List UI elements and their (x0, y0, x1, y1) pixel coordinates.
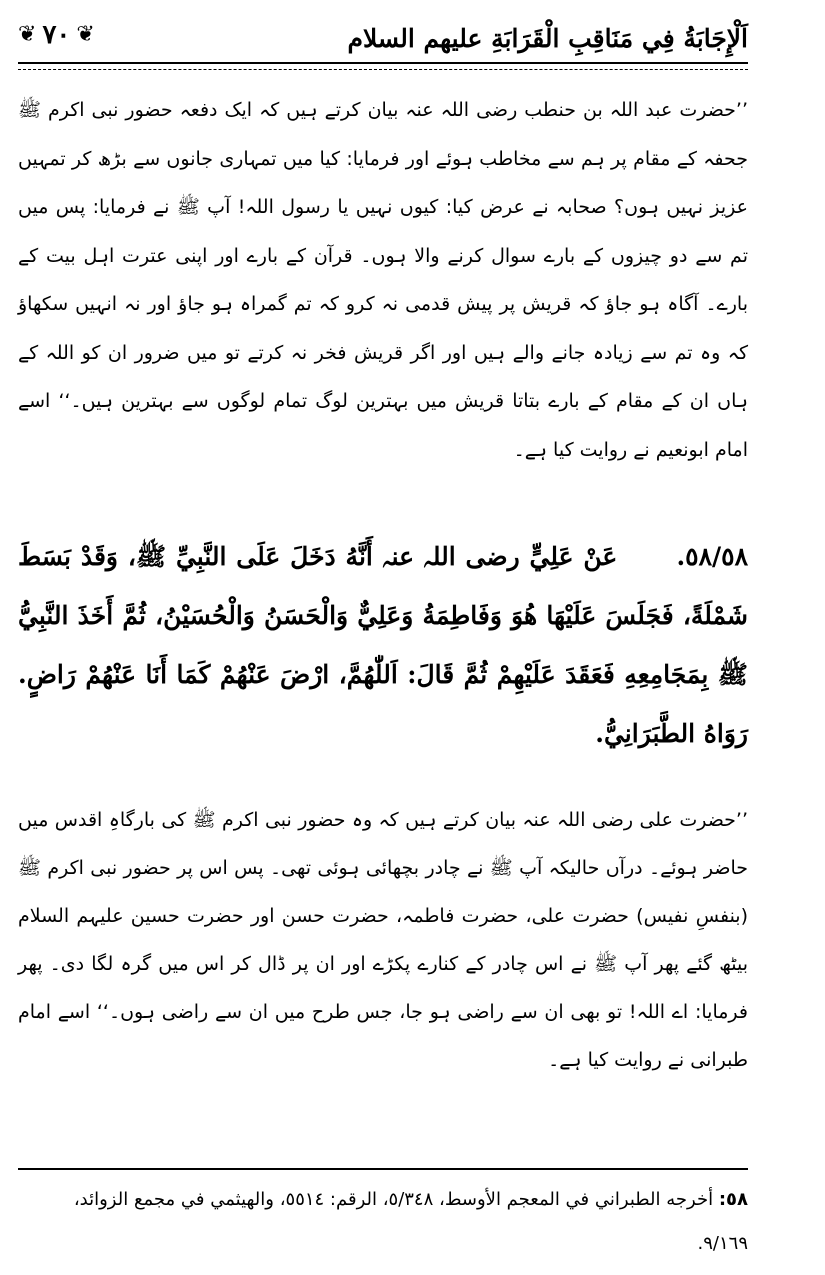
hadith-text: عَنْ عَلِيٍّ رضی اللہ عنہ أَنَّهُ دَخَلَ عَلَى النَّبِيِّ ﷺ، وَقَدْ بَسَطَ شَمْلَةً، فَجَلَسَ عَلَيْهَا هُوَ وَفَاطِمَةُ وَعَلِيٌّ وَالْحَسَنُ وَالْحُسَيْنُ، ثُمَّ أَخَذَ النَّبِيُّ ﷺ بِمَجَامِعِهِ فَعَقَدَ عَلَيْهِمْ ثُمَّ قَالَ: اَللّٰهُمَّ، ارْضَ عَنْهُمْ كَمَا أَنَا عَنْهُمْ رَاضٍ. رَوَاهُ الطَّبَرَانِيُّ. (18, 542, 748, 748)
page-number-box (18, 20, 95, 50)
footnote-divider (18, 1168, 748, 1170)
book-title: اَلْإِجَابَةُ فِي مَنَاقِبِ الْقَرَابَةِ علیهم السلام (347, 24, 748, 53)
arabic-hadith (18, 527, 748, 763)
urdu-translation-1: ’’حضرت عبد اللہ بن حنطب رضی اللہ عنہ بیان کرتے ہیں کہ ایک دفعہ حضور نبی اکرم ﷺ جحفہ کے مقام پر ہم سے مخاطب ہوئے اور فرمایا: کیا میں تمہاری جانوں سے بڑھ کر تمہیں عزیز نہیں ہوں؟ صحابہ نے عرض کیا: کیوں نہیں یا رسول اللہ! آپ ﷺ نے فرمایا: پس میں تم سے دو چیزوں کے بارے سوال کرنے والا ہوں۔ قرآن کے بارے اور اپنی عترت اہل بیت کے بارے۔ آگاہ ہو جاؤ کہ قریش پر پیش قدمی نہ کرو کہ تم گمراہ ہو جاؤ اور نہ انہیں سکھاؤ کہ وہ تم سے زیادہ جانے والے ہیں اور اگر قریش فخر نہ کرتے تو میں ضرور ان کو اللہ کے ہاں ان کے مقام کے بارے بتاتا قریش میں بہترین لوگ تمام لوگوں سے بہترین ہیں۔‘‘ اسے امام ابونعیم نے روایت کیا ہے۔ (18, 99, 748, 461)
page-number: ٧٠ (42, 20, 71, 50)
hadith-number: ٥٨/٥٨. (676, 542, 748, 571)
left-ornament-icon: ❦ (18, 22, 37, 47)
footnote (18, 1178, 748, 1266)
footnote-number: ٥٨: (718, 1189, 748, 1210)
urdu-translation-2: ’’حضرت علی رضی اللہ عنہ بیان کرتے ہیں کہ وہ حضور نبی اکرم ﷺ کی بارگاہِ اقدس میں حاضر ہوئے۔ درآں حالیکہ آپ ﷺ نے چادر بچھائی ہوئی تھی۔ پس اس پر حضور نبی اکرم ﷺ (بنفسِ نفیس) حضرت علی، حضرت فاطمہ، حضرت حسن اور حضرت حسین علیہم السلام بیٹھ گئے پھر آپ ﷺ نے اس چادر کے کنارے پکڑے اور ان پر ڈال کر اس میں گرہ لگا دی۔ پھر فرمایا: اے اللہ! تو بھی ان سے راضی ہو جا، جس طرح میں ان سے راضی ہوں۔‘‘ اسے امام طبرانی نے روایت کیا ہے۔ (18, 809, 748, 1071)
right-ornament-icon: ❦ (76, 22, 95, 47)
header-divider (18, 62, 748, 70)
footnote-text: أخرجه الطبراني في المعجم الأوسط، ٥/٣٤٨، الرقم: ٥٥١٤، والهيثمي في مجمع الزوائد، ٩/١٦٩. (73, 1189, 748, 1254)
